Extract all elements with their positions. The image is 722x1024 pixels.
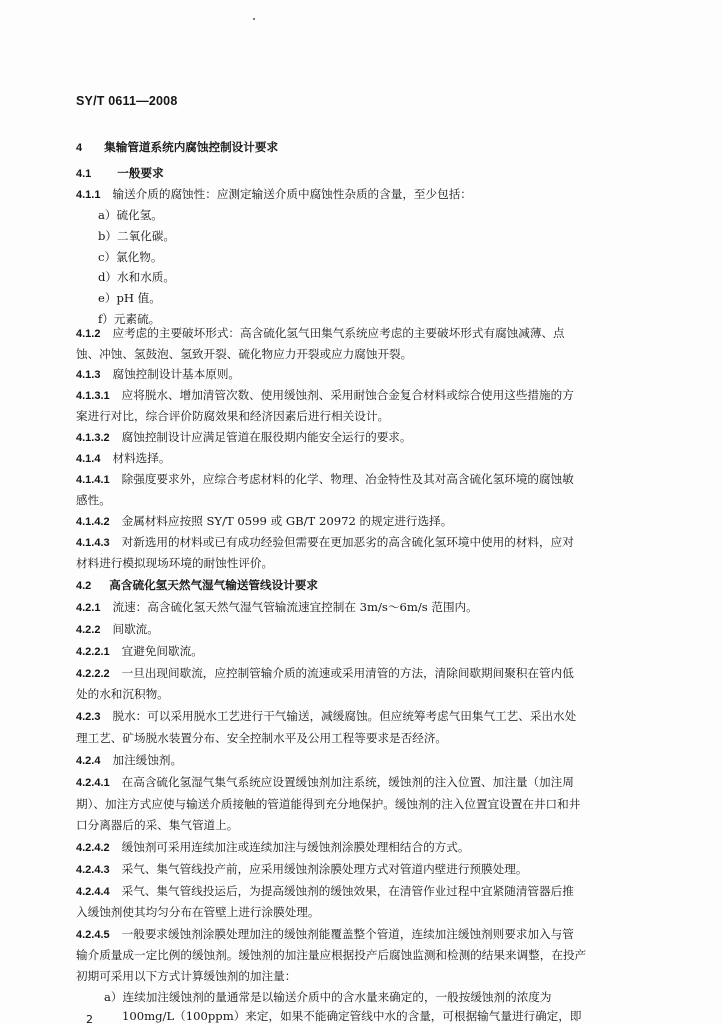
clause-line [76,535,574,550]
clause-text: 脱水：可以采用脱水工艺进行干气输送，减缓腐蚀。但应统筹考虑气田集气工艺、采出水处 [112,709,577,723]
clause-number: 4.1.3.1 [76,390,110,402]
clause-text: 加注缓蚀剂。 [112,753,183,767]
clause-text: 材料选择。 [112,451,171,465]
clause-continuation: 案进行对比，综合评价防腐效果和经济因素后进行相关设计。 [76,409,390,423]
clause-continuation: 输介质量成一定比例的缓蚀剂。缓蚀剂的加注量应根据投产后腐蚀监测和检测的结果来调整，在投产 [76,948,587,962]
section-heading [76,140,278,155]
list-item: b）二氧化碳。 [98,229,175,243]
clause-text: 一旦出现间歇流，应控制管输介质的流速或采用清管的方法，清除间歇期间聚积在管内低 [121,666,574,680]
clause-number: 4.1.4.1 [76,474,110,486]
clause-line [76,753,182,768]
clause-number: 4.2.4.5 [76,929,110,941]
clause-line [76,644,203,659]
standard-code-header: SY/T 0611—2008 [76,94,178,108]
clause-number: 4.1.3.2 [76,432,110,444]
clause-number: 4.2 [76,580,92,592]
clause-number: 4.1.4.2 [76,516,110,528]
list-item-continuation: 100mg/L（100ppm）来定，如果不能确定管线中水的含量，可根据输气量进行确定，即 [122,1009,582,1023]
clause-text: 宜避免间歇流。 [121,644,203,658]
clause-number: 4.1.1 [76,189,101,201]
page-number: 2 [86,1013,93,1024]
clause-number: 4.2.4.2 [76,842,110,854]
clause-continuation: 入缓蚀剂使其均匀分布在管壁上进行涂膜处理。 [76,905,320,919]
clause-text: 输送介质的腐蚀性：应测定输送介质中腐蚀性杂质的含量，至少包括： [112,187,472,201]
clause-line [76,862,527,877]
clause-text: 金属材料应按照 SY/T 0599 或 GB/T 20972 的规定进行选择。 [121,514,453,528]
clause-line [76,326,565,341]
clause-line [76,775,574,790]
clause-number: 4.2.4.3 [76,864,110,876]
clause-number: 4.2.2 [76,624,101,636]
clause-number: 4.1 [76,168,92,180]
clause-number: 4.2.4.4 [76,886,110,898]
clause-line [76,884,574,899]
clause-line [76,430,412,445]
list-item: e）pH 值。 [98,291,161,305]
clause-text: 间歇流。 [112,622,159,636]
clause-text: 一般要求缓蚀剂涂膜处理加注的缓蚀剂能覆盖整个管道，连续加注缓蚀剂则要求加入与管 [121,927,574,941]
clause-line [76,927,574,942]
clause-continuation: 初期可采用以下方式计算缓蚀剂的加注量： [76,969,297,983]
clause-text: 采气、集气管线投运后，为提高缓蚀剂的缓蚀效果，在清管作业过程中宜紧随清管器后推 [121,884,574,898]
clause-text: 腐蚀控制设计基本原则。 [112,367,241,381]
clause-number: 4.2.4.1 [76,777,110,789]
clause-text: 流速：高含硫化氢天然气湿气管输流速宜控制在 3m/s～6m/s 范围内。 [112,600,478,614]
clause-line [76,578,318,593]
clause-continuation: 口分离器后的采、集气管道上。 [76,818,239,832]
clause-continuation: 蚀、冲蚀、氢鼓泡、氢致开裂、硫化物应力开裂或应力腐蚀开裂。 [76,347,413,361]
clause-continuation: 材料进行模拟现场环境的耐蚀性评价。 [76,556,274,570]
clause-number: 4.2.2.1 [76,646,110,658]
clause-text: 一般要求 [117,166,164,180]
clause-line [76,840,469,855]
list-item: a）硫化氢。 [98,208,163,222]
clause-number: 4.1.4 [76,453,101,465]
clause-continuation: 处的水和沉积物。 [76,687,169,701]
clause-number: 4.1.4.3 [76,537,110,549]
clause-line [76,166,164,181]
list-item: d）水和水质。 [98,270,175,284]
clause-continuation: 感性。 [76,493,111,507]
clause-text: 高含硫化氢天然气湿气输送管线设计要求 [109,578,318,592]
clause-line [76,600,478,615]
clause-line [76,514,452,529]
clause-number: 4.2.2.2 [76,668,110,680]
clause-number: 4.2.4 [76,755,101,767]
section-number: 4 [76,142,83,154]
clause-line [76,187,472,202]
clause-text: 应将脱水、增加清管次数、使用缓蚀剂、采用耐蚀合金复合材料或综合使用这些措施的方 [121,388,574,402]
clause-number: 4.2.3 [76,711,101,723]
clause-line [76,666,574,681]
clause-line [76,709,576,724]
clause-line [76,622,159,637]
clause-line [76,472,574,487]
clause-continuation: 理工艺、矿场脱水装置分布、安全控制水平及公用工程等要求是否经济。 [76,731,448,745]
clause-number: 4.2.1 [76,602,101,614]
scan-speck [253,18,255,20]
clause-text: 应考虑的主要破坏形式：高含硫化氢气田集气系统应考虑的主要破坏形式有腐蚀减薄、点 [112,326,565,340]
list-item: f）元素硫。 [98,312,161,326]
clause-line [76,367,240,382]
clause-text: 腐蚀控制设计应满足管道在服役期内能安全运行的要求。 [121,430,412,444]
section-title: 集输管道系统内腐蚀控制设计要求 [104,140,279,154]
list-item: c）氯化物。 [98,250,163,264]
clause-line [76,388,574,403]
clause-number: 4.1.3 [76,369,101,381]
clause-line [76,451,170,466]
clause-number: 4.1.2 [76,328,101,340]
clause-text: 采气、集气管线投产前，应采用缓蚀剂涂膜处理方式对管道内壁进行预膜处理。 [121,862,528,876]
clause-text: 在高含硫化氢湿气集气系统应设置缓蚀剂加注系统，缓蚀剂的注入位置、加注量（加注周 [121,775,574,789]
clause-text: 缓蚀剂可采用连续加注或连续加注与缓蚀剂涂膜处理相结合的方式。 [121,840,470,854]
clause-text: 对新选用的材料或已有成功经验但需要在更加恶劣的高含硫化氢环境中使用的材料，应对 [121,535,574,549]
list-item: a）连续加注缓蚀剂的量通常是以输送介质中的含水量来确定的，一般按缓蚀剂的浓度为 [104,990,552,1004]
clause-continuation: 期）、加注方式应使与输送介质接触的管道能得到充分地保护。缓蚀剂的注入位置宜设置在井口和井 [76,797,581,811]
clause-text: 除强度要求外，应综合考虑材料的化学、物理、冶金特性及其对高含硫化氢环境的腐蚀敏 [121,472,574,486]
